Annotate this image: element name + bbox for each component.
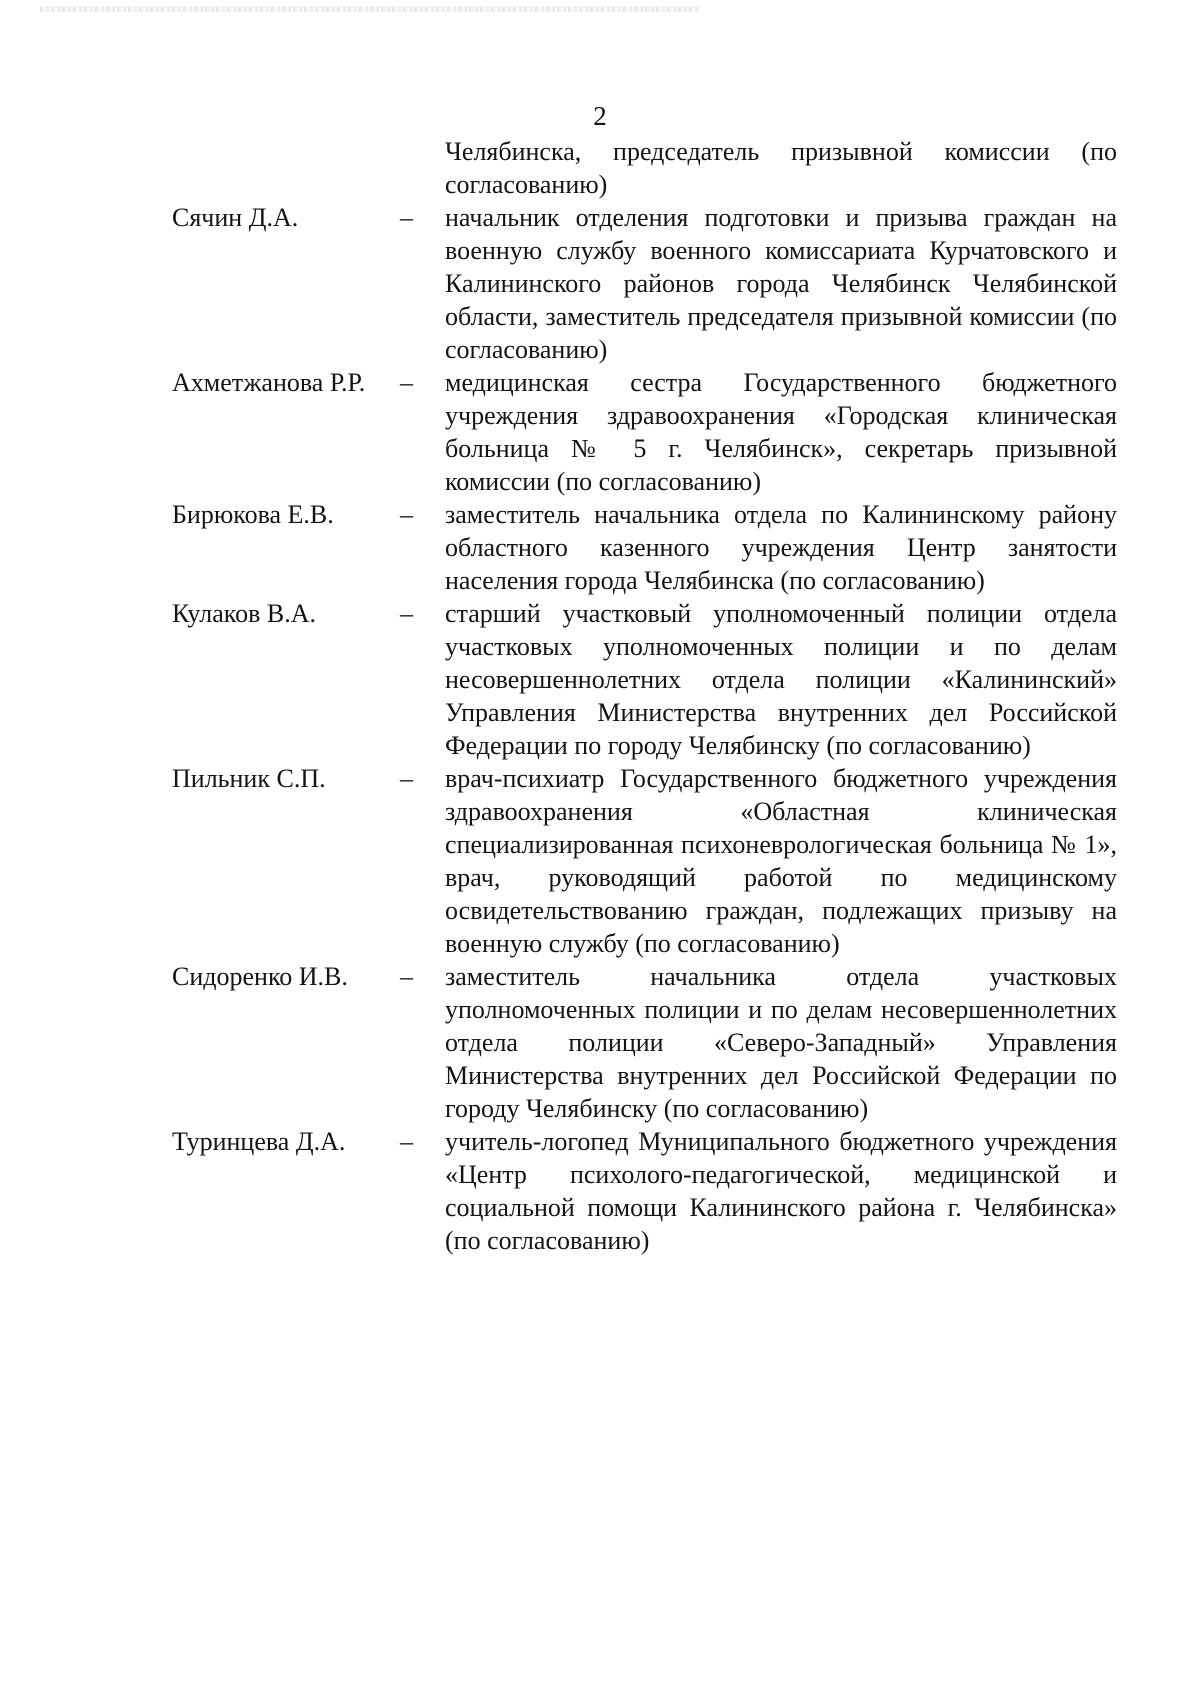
list-item [172, 762, 1117, 960]
member-name: Ахметжанова Р.Р. [172, 368, 366, 397]
member-name: Пильник С.П. [172, 764, 326, 793]
member-name: Бирюкова Е.В. [172, 500, 334, 529]
member-position: старший участковый уполномоченный полиции отдела участковых уполномоченных полиции и по делам несовершеннолетних отдела полиции «Калининский» Управления Министерства внутренних дел Российской Федерации по городу Челябинску (по согласованию) [445, 599, 1117, 760]
member-name: Туринцева Д.А. [172, 1127, 346, 1156]
separator-dash: – [400, 368, 413, 397]
list-item [172, 135, 1117, 201]
member-position: врач-психиатр Государственного бюджетного учреждения здравоохранения «Областная клиническая специализированная психоневрологическая больница № 1», врач, руководящий работой по медицинскому освидетельствованию граждан, подлежащих призыву на военную службу (по согласованию) [445, 764, 1117, 958]
member-position: учитель-логопед Муниципального бюджетного учреждения «Центр психолого-педагогической, медицинской и социальной помощи Калининского района г. Челябинска» (по согласованию) [445, 1127, 1117, 1255]
page-number: 2 [593, 101, 607, 131]
separator-dash: – [400, 1127, 413, 1156]
list-item [172, 1125, 1117, 1257]
separator-dash: – [400, 500, 413, 529]
list-item [172, 960, 1117, 1125]
list-item [172, 597, 1117, 762]
list-item [172, 498, 1117, 597]
separator-dash: – [400, 962, 413, 991]
member-position: начальник отделения подготовки и призыва граждан на военную службу военного комиссариата Курчатовского и Калининского районов города Челябинск Челябинской области, заместитель председателя призывной комиссии (по согласованию) [445, 203, 1117, 364]
member-name: Кулаков В.А. [172, 599, 316, 628]
member-position: заместитель начальника отдела участковых уполномоченных полиции и по делам несовершеннолетних отдела полиции «Северо-Западный» Управления Министерства внутренних дел Российской Федерации по городу Челябинску (по согласованию) [445, 962, 1117, 1123]
member-position: заместитель начальника отдела по Калининскому району областного казенного учреждения Центр занятости населения города Челябинска (по согласованию) [445, 500, 1117, 595]
list-item [172, 366, 1117, 498]
member-name: Сидоренко И.В. [172, 962, 348, 991]
member-name: Сячин Д.А. [172, 203, 299, 232]
member-position: медицинская сестра Государственного бюджетного учреждения здравоохранения «Городская клиническая больница № 5 г. Челябинск», секретарь призывной комиссии (по согласованию) [445, 368, 1117, 496]
separator-dash: – [400, 203, 413, 232]
separator-dash: – [400, 599, 413, 628]
separator-dash: – [400, 764, 413, 793]
member-position: Челябинска, председатель призывной комиссии (по согласованию) [445, 137, 1117, 199]
commission-members-list [172, 135, 1117, 1257]
list-item [172, 201, 1117, 366]
scan-artifact [40, 6, 700, 12]
